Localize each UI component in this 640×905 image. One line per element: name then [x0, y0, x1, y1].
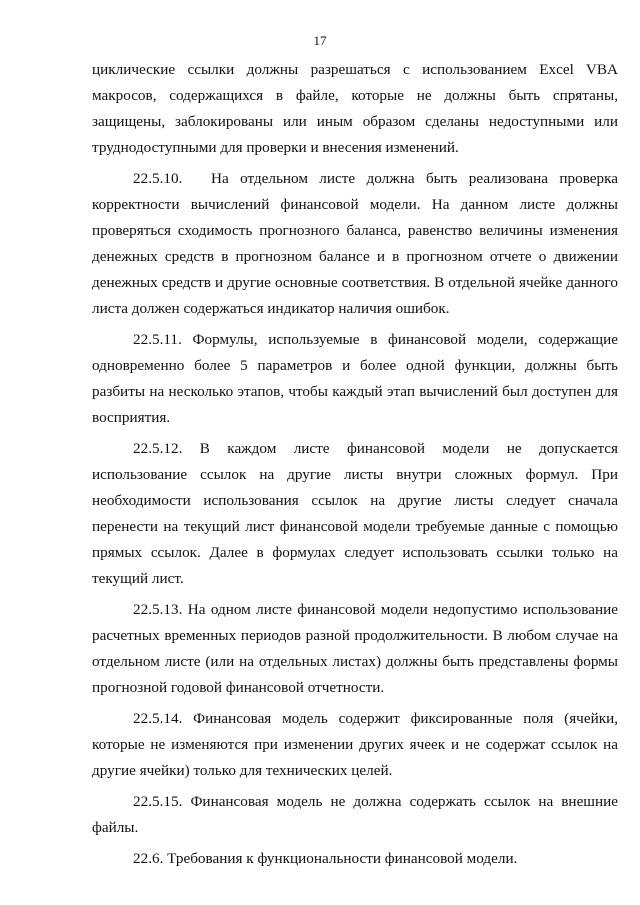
paragraph-number: 22.5.11.: [133, 331, 182, 348]
paragraph-text: На отдельном листе должна быть реализована проверка корректности вычислений финансовой модели. На данном листе должны проверяться сходимость прогнозного баланса, равенство величины изменения денежных средств в прогнозном балансе и в прогнозном отчете о движении денежных средств и другие основные соответствия. В отдельной ячейке данного листа должен содержаться индикатор наличия ошибок.: [92, 170, 618, 317]
paragraph-22-5-11: [92, 327, 618, 431]
paragraph-text: Финансовая модель содержит фиксированные поля (ячейки, которые не изменяются при изменении других ячеек и не содержат ссылок на другие ячейки) только для технических целей.: [92, 710, 618, 779]
paragraph-number: 22.5.15.: [133, 793, 183, 810]
paragraph-text: Формулы, используемые в финансовой модели, содержащие одновременно более 5 параметров и более одной функции, должны быть разбиты на несколько этапов, чтобы каждый этап вычислений был доступен для восприятия.: [92, 331, 619, 426]
section-heading-22-6: [92, 846, 618, 872]
paragraph-text: На одном листе финансовой модели недопустимо использование расчетных временных периодов разной продолжительности. В любом случае на отдельном листе (или на отдельных листах) должны быть представлены формы прогнозной годовой финансовой отчетности.: [92, 601, 618, 696]
paragraph-number: 22.6.: [133, 850, 164, 867]
page-number: 17: [313, 33, 327, 48]
paragraph-22-5-14: [92, 706, 618, 784]
document-body: [92, 57, 618, 877]
paragraph-22-5-13: [92, 597, 618, 701]
paragraph-number: 22.5.13.: [133, 601, 183, 618]
paragraph-22-5-15: [92, 789, 618, 841]
paragraph-continuation: [92, 57, 618, 161]
paragraph-number: 22.5.10.: [133, 170, 183, 187]
paragraph-number: 22.5.14.: [133, 710, 183, 727]
paragraph-number: 22.5.12.: [133, 440, 183, 457]
paragraph-text: Финансовая модель не должна содержать ссылок на внешние файлы.: [92, 793, 618, 836]
paragraph-text: циклические ссылки должны разрешаться с использованием Excel VBA макросов, содержащихся в файле, которые не должны быть спрятаны, защищены, заблокированы или иным образом сделаны недоступными или труднодоступными для проверки и внесения изменений.: [92, 61, 618, 156]
paragraph-22-5-12: [92, 436, 618, 592]
paragraph-text: Требования к функциональности финансовой модели.: [167, 850, 518, 867]
paragraph-22-5-10: [92, 166, 618, 322]
paragraph-text: В каждом листе финансовой модели не допускается использование ссылок на другие листы внутри сложных формул. При необходимости использования ссылок на другие листы следует сначала перенести на текущий лист финансовой модели требуемые данные с помощью прямых ссылок. Далее в формулах следует использовать ссылки только на текущий лист.: [92, 440, 619, 587]
